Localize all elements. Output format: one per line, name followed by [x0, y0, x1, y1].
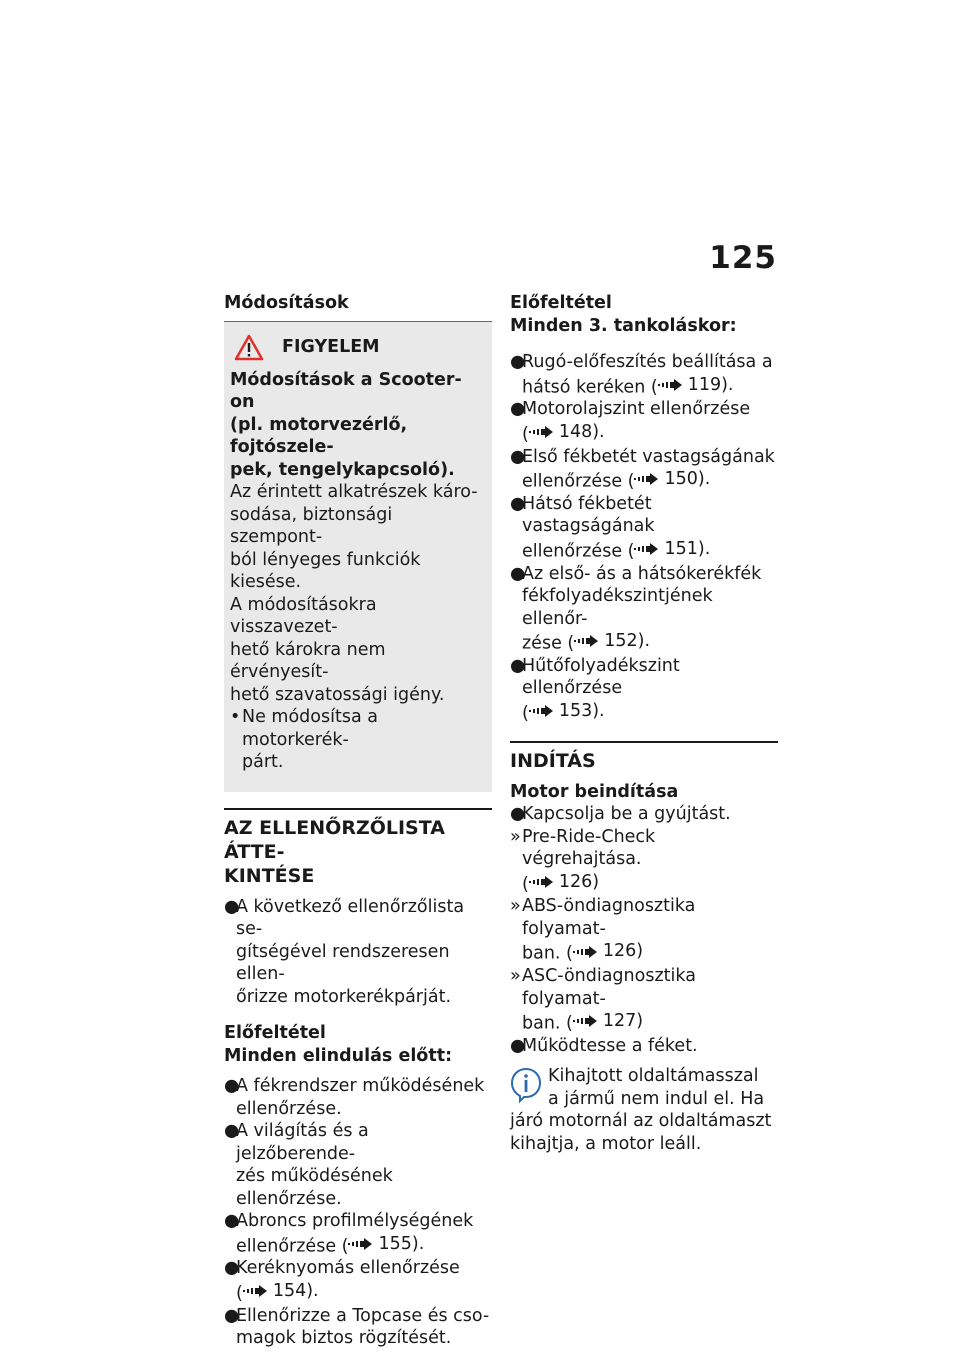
page-reference-link[interactable]	[658, 374, 734, 397]
page-reference-link[interactable]	[634, 538, 710, 561]
precondition-label: Előfeltétel	[224, 1023, 326, 1043]
list-item-line: A következő ellenőrzőlista se-	[236, 896, 465, 939]
page-reference-number: 119).	[687, 374, 734, 395]
precondition-list	[224, 1075, 492, 1350]
page-number: 125	[709, 240, 777, 276]
warning-bold-line: (pl. motorvezérlő, fojtószele-	[230, 414, 408, 457]
list-item: ● Keréknyomás ellenőrzése ( 154).	[224, 1257, 492, 1304]
arrow-right-icon	[243, 1284, 269, 1298]
list-item-text: ellenőrzése (	[236, 1235, 349, 1256]
arrow-right-icon	[634, 542, 660, 556]
list-item-line: Első fékbetét vastagságának	[522, 446, 775, 467]
info-icon	[510, 1067, 542, 1103]
list-item-line	[522, 421, 778, 446]
warning-body-line: sodása, biztonsági szempont-	[230, 504, 393, 547]
list-item	[510, 965, 778, 1035]
arrow-right-icon	[634, 472, 660, 486]
list-item-line	[522, 468, 778, 493]
list-item: ● Első fékbetét vastagságának ellenőrzése ( 150).	[510, 446, 778, 493]
list-item-line	[522, 871, 778, 896]
warning-body-line: A módosításokra visszavezet-	[230, 594, 377, 637]
start-subtitle: Motor beindítása	[510, 781, 679, 802]
page-reference-number: 153).	[558, 700, 605, 721]
warning-box	[224, 322, 492, 792]
warning-bold-line: pek, tengelykapcsoló).	[230, 459, 455, 480]
list-item: ● Az első- ás a hátsókerékfék fékfolyadékszintjének ellenőr- zése ( 152).	[510, 563, 778, 655]
warning-title-row	[234, 334, 486, 361]
arrow-right-icon	[529, 875, 555, 889]
list-item-line	[236, 1280, 492, 1305]
arrow-right-icon	[573, 945, 599, 959]
list-item: ● Ellenőrizze a Topcase és cso- magok biztos rögzítését.	[224, 1305, 492, 1350]
page-reference-number: 127)	[602, 1011, 644, 1031]
list-item	[510, 803, 778, 826]
page-reference-number: 126)	[558, 871, 600, 892]
arrow-right-icon	[658, 378, 684, 392]
page-reference-number: 154).	[272, 1280, 319, 1301]
page-reference-link[interactable]	[529, 700, 605, 723]
list-item	[510, 895, 778, 965]
list-item-line: Az első- ás a hátsókerékfék	[522, 563, 762, 584]
list-item-line: fékfolyadékszintjének ellenőr-	[522, 586, 713, 629]
section-divider	[510, 741, 778, 773]
page-reference-link[interactable]	[243, 1280, 319, 1303]
warning-body-line: hető károkra nem érvényesít-	[230, 639, 386, 682]
list-item: ● A fékrendszer működésének ellenőrzése.	[224, 1075, 492, 1120]
list-item-line: Hátsó fékbetét vastagságának	[522, 493, 655, 537]
right-column	[510, 292, 778, 1155]
warning-body-text	[230, 481, 486, 706]
list-item-line: Keréknyomás ellenőrzése	[236, 1258, 460, 1279]
page-reference-link[interactable]	[529, 871, 599, 894]
list-item-line: ASC-öndiagnosztika folyamat-	[522, 966, 696, 1009]
page-reference-number: 150).	[664, 469, 711, 489]
page-reference-link[interactable]	[634, 468, 710, 491]
section-heading-modifications: Módosítások	[224, 293, 349, 313]
list-item-line	[522, 374, 778, 399]
checklist-title-line: KINTÉSE	[224, 864, 315, 887]
page-reference-number: 148).	[558, 421, 605, 442]
precondition-text: Minden elindulás előtt:	[224, 1045, 453, 1066]
list-item: ● A világítás és a jelzőberende- zés működésének ellenőrzése.	[224, 1120, 492, 1210]
list-item-line	[522, 630, 778, 655]
warning-body-line: hető szavatossági igény.	[230, 684, 445, 705]
list-item-text: ban. (	[522, 943, 573, 964]
precondition-text: Minden 3. tankoláskor:	[510, 315, 737, 336]
page-reference-link[interactable]	[529, 421, 605, 444]
page-reference-number: 126)	[602, 941, 644, 962]
info-line: Kihajtott oldaltámasszal	[548, 1066, 759, 1087]
list-item: ● Rugó-előfeszítés beállítása a hátsó keréken ( 119).	[510, 351, 778, 398]
list-item-line: párt.	[242, 752, 284, 772]
arrow-right-icon	[573, 1014, 599, 1028]
precondition-label: Előfeltétel	[510, 293, 612, 313]
info-note	[510, 1065, 778, 1155]
warning-triangle-icon	[234, 334, 264, 361]
list-item-text: ellenőrzése (	[522, 541, 635, 561]
list-item-line: Ne módosítsa a motorkerék-	[242, 707, 378, 750]
list-item: • Ne módosítsa a motorkerék- párt.	[230, 706, 486, 774]
list-item	[510, 1035, 778, 1058]
list-item-text: (	[522, 873, 529, 894]
list-item: ● Hűtőfolyadékszint ellenőrzése ( 153).	[510, 655, 778, 725]
list-item-text: zése (	[522, 633, 575, 654]
page-reference-link[interactable]	[574, 630, 650, 653]
warning-bold-text	[230, 369, 486, 482]
warning-body-line: ból lényeges funkciók kiesése.	[230, 549, 421, 592]
arrow-right-icon	[529, 704, 555, 718]
list-item-line	[522, 940, 778, 965]
list-marker: ●	[510, 804, 526, 824]
list-item-text: ellenőrzése (	[522, 471, 635, 492]
list-item-line: zés működésének ellenőrzése.	[236, 1166, 393, 1209]
list-item-line	[522, 538, 778, 563]
list-item-line: Motorolajszint ellenőrzése	[522, 399, 751, 420]
left-column	[224, 292, 492, 1350]
list-item-line: gítségével rendszeresen ellen-	[236, 941, 450, 984]
checklist-title-line: AZ ELLENŐRZŐLISTA ÁTTE-	[224, 816, 445, 863]
list-item-text: ban. (	[522, 1013, 573, 1034]
start-steps-list	[510, 803, 778, 1057]
precondition-list	[510, 351, 778, 725]
info-line: a jármű nem indul el. Ha	[548, 1088, 765, 1109]
list-item-line: Ellenőrizze a Topcase és cso-	[236, 1305, 490, 1326]
checklist-title	[224, 816, 492, 888]
list-item-line: Hűtőfolyadékszint ellenőrzése	[522, 655, 680, 699]
list-item-line: magok biztos rögzítését.	[236, 1328, 452, 1348]
list-item-line	[522, 1010, 778, 1035]
list-marker: »	[510, 826, 521, 847]
list-item-line: Kapcsolja be a gyújtást.	[522, 804, 731, 824]
page-reference-link[interactable]	[573, 1010, 643, 1033]
page-reference-number: 152).	[604, 631, 651, 651]
list-marker: »	[510, 896, 521, 917]
page-reference-link[interactable]	[348, 1233, 424, 1256]
list-item-text: (	[236, 1283, 243, 1303]
list-marker: ●	[510, 1035, 526, 1056]
list-item: ● Abroncs profilmélységének ellenőrzése ( 155).	[224, 1210, 492, 1257]
arrow-right-icon	[574, 634, 600, 648]
list-item-text: (	[522, 703, 529, 723]
list-item	[510, 826, 778, 896]
list-item: ● Motorolajszint ellenőrzése ( 148).	[510, 398, 778, 445]
checklist-intro	[224, 896, 492, 1009]
warning-title: FIGYELEM	[282, 336, 380, 357]
list-item-text: hátsó keréken (	[522, 376, 658, 397]
info-line: kihajtja, a motor leáll.	[510, 1133, 702, 1154]
list-item-line: ellenőrzése.	[236, 1098, 342, 1119]
warning-body-line: Az érintett alkatrészek káro-	[230, 482, 478, 502]
page-reference-number: 155).	[378, 1233, 425, 1254]
info-text	[510, 1065, 778, 1155]
list-item: ● A következő ellenőrzőlista se- gítségével rendszeresen ellen- őrizze motorkerékpárját.	[224, 896, 492, 1009]
list-item-line: ABS-öndiagnosztika folyamat-	[522, 896, 696, 939]
start-section-title: INDÍTÁS	[510, 749, 596, 772]
page-reference-number: 151).	[664, 538, 711, 559]
warning-bold-line: Módosítások a Scooter-on	[230, 369, 462, 412]
list-item-line: Működtesse a féket.	[522, 1035, 698, 1056]
list-item-line: A világítás és a jelzőberende-	[236, 1121, 369, 1164]
list-item-line: őrizze motorkerékpárját.	[236, 986, 452, 1007]
list-marker: »	[510, 966, 521, 986]
page-reference-link[interactable]	[573, 940, 643, 963]
list-item-line	[236, 1233, 492, 1258]
section-divider	[224, 808, 492, 888]
arrow-right-icon	[529, 425, 555, 439]
warning-bullet-list	[230, 706, 486, 774]
list-item-line: Rugó-előfeszítés beállítása a	[522, 352, 773, 372]
list-item-line: A fékrendszer működésének	[236, 1076, 485, 1096]
list-item: ● Hátsó fékbetét vastagságának ellenőrzése ( 151).	[510, 493, 778, 563]
list-item-line: Abroncs profilmélységének	[236, 1211, 474, 1231]
arrow-right-icon	[348, 1237, 374, 1251]
info-line: járó motornál az oldaltámaszt	[510, 1111, 772, 1132]
list-item-line	[522, 700, 778, 725]
list-item-text: (	[522, 424, 529, 444]
list-item-line: Pre-Ride-Check végrehajtása.	[522, 826, 656, 869]
